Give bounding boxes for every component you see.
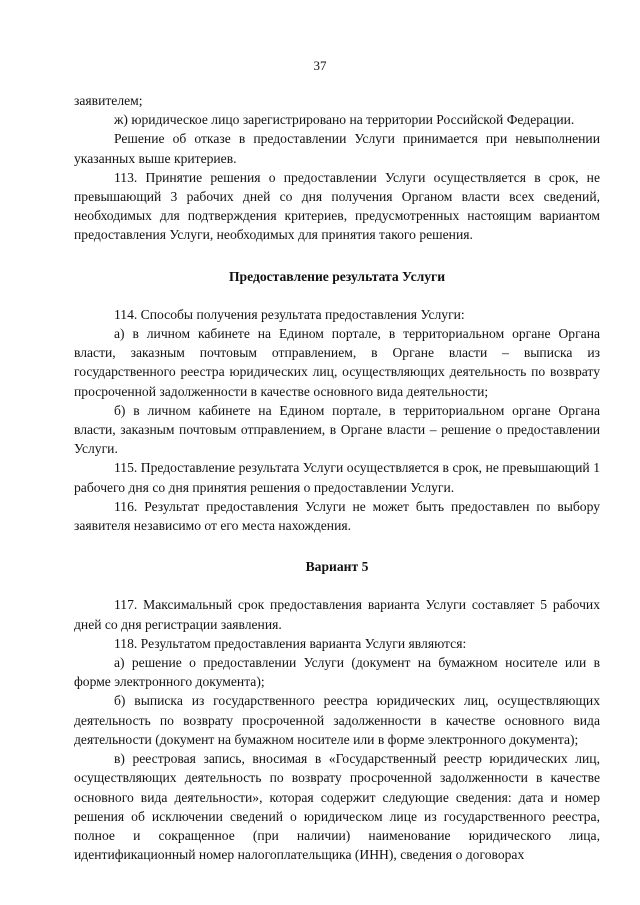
section-heading: Предоставление результата Услуги (228, 268, 446, 284)
paragraph: в) реестровая запись, вносимая в «Государственный реестр юридических лиц, осуществляющих деятельность по возврату просроченной задолженности в качестве основного вида деятельности», которая содержит следующие сведения: дата и номер решения об исключении сведений о юридическом лице из государственного реестра, полное и сокращенное (при наличии) наименование юридического лица, идентификационный номер налогоплательщика (ИНН), сведения о договорах (74, 751, 600, 863)
paragraph: 113. Принятие решения о предоставлении Услуги осуществляется в срок, не превышающий 3 рабочих дней со дня получения Органом власти всех сведений, необходимых для подтверждения критериев, предусмотренных настоящим вариантом предоставления Услуги, необходимых для принятия такого решения. (74, 169, 600, 243)
paragraph: Решение об отказе в предоставлении Услуги принимается при невыполнении указанных выше критериев. (74, 131, 600, 166)
paragraph: ж) юридическое лицо зарегистрировано на территории Российской Федерации. (114, 112, 575, 128)
paragraph: 118. Результатом предоставления варианта Услуги являются: (114, 635, 467, 651)
paragraph: 114. Способы получения результата предоставления Услуги: (114, 306, 465, 322)
paragraph: 117. Максимальный срок предоставления варианта Услуги составляет 5 рабочих дней со дня регистрации заявления. (74, 597, 600, 632)
paragraph: 115. Предоставление результата Услуги осуществляется в срок, не превышающий 1 рабочего дня со дня принятия решения о предоставлении Услуги. (74, 460, 600, 495)
paragraph: а) в личном кабинете на Едином портале, в территориальном органе Органа власти, заказным почтовым отправлением, в Органе власти – выписка из государственного реестра юридических лиц, осуществляющих деятельность по возврату просроченной задолженности в качестве основного вида деятельности; (74, 326, 600, 399)
paragraph: 116. Результат предоставления Услуги не может быть предоставлен по выбору заявителя независимо от его места нахождения. (74, 498, 600, 534)
paragraph: заявителем; (74, 93, 143, 108)
document-body (74, 91, 600, 864)
paragraph: а) решение о предоставлении Услуги (документ на бумажном носителе или в форме электронного документа); (74, 655, 600, 690)
page-number: 37 (313, 58, 327, 73)
paragraph: б) выписка из государственного реестра юридических лиц, осуществляющих деятельность по возврату просроченной задолженности в качестве основного вида деятельности (документ на бумажном носителе или в форме электронного документа); (74, 693, 600, 747)
paragraph: б) в личном кабинете на Едином портале, в территориальном органе Органа власти, заказным почтовым отправлением, в Органе власти – решение о предоставлении Услуги. (74, 402, 600, 457)
section-heading: Вариант 5 (305, 559, 369, 575)
